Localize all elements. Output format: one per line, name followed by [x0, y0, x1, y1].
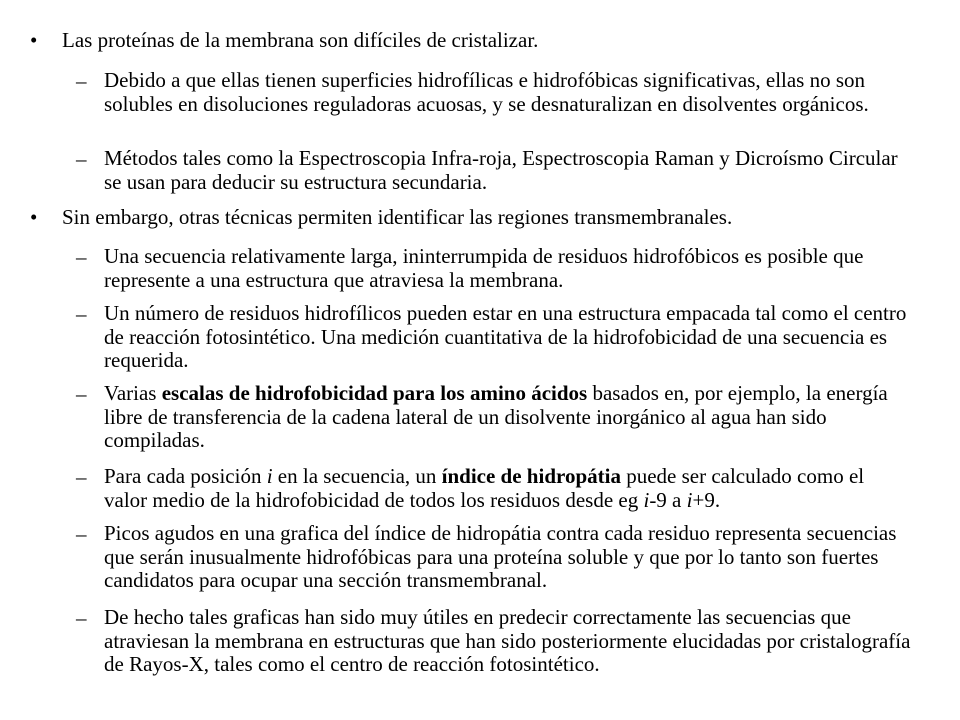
- sub-bullet-text: Debido a que ellas tienen superficies hidrofílicas e hidrofóbicas significativas, ellas no son solubles en disoluciones reguladoras acuosas, y se desnaturalizan en disolventes orgánicos.: [104, 68, 869, 116]
- dash-marker: –: [76, 69, 87, 93]
- sub-bullet-text: Picos agudos en una grafica del índice de hidropátia contra cada residuo representa secuencias que serán inusualmente hidrofóbicas para una proteína soluble y que por lo tanto son fuertes candidatos para ocupar una sección transmembranal.: [104, 521, 897, 592]
- bold-term-hydropathy-index: índice de hidropátia: [441, 464, 621, 488]
- sub-bullet-text: Un número de residuos hidrofílicos pueden estar en una estructura empacada tal como el centro de reacción fotosintético. Una medición cuantitativa de la hidrofobicidad de una secuencia es requerida.: [104, 301, 907, 372]
- bullet-text: Las proteínas de la membrana son difíciles de cristalizar.: [62, 28, 539, 52]
- sub-bullet-text: [104, 465, 912, 512]
- dash-marker: –: [76, 245, 87, 269]
- sub-bullet-text: Una secuencia relativamente larga, ininterrumpida de residuos hidrofóbicos es posible que represente a una estructura que atraviesa la membrana.: [104, 244, 864, 292]
- italic-variable: i: [686, 487, 693, 512]
- bold-term-hydrophobicity-scales: escalas de hidrofobicidad para los amino ácidos: [161, 381, 588, 405]
- dash-marker: –: [76, 465, 87, 489]
- text-run: -9 a: [649, 487, 687, 512]
- text-run: +9.: [692, 487, 721, 512]
- italic-variable: i: [643, 487, 650, 512]
- dash-marker: –: [76, 147, 87, 171]
- sub-bullet-text: De hecho tales graficas han sido muy útiles en predecir correctamente las secuencias que atraviesan la membrana en estructuras que han sido posteriormente elucidadas por cristalografía de Rayos-X, tales como el centro de reacción fotosintético.: [104, 605, 911, 676]
- bullet-marker: •: [30, 205, 38, 229]
- dash-marker: –: [76, 522, 87, 546]
- dash-marker: –: [76, 606, 87, 630]
- sub-bullet-text: [104, 382, 912, 453]
- text-run: en la secuencia, un: [272, 464, 442, 488]
- text-run: Varias: [104, 381, 162, 405]
- bullet-text: Sin embargo, otras técnicas permiten identificar las regiones transmembranales.: [62, 205, 733, 229]
- italic-variable: i: [266, 464, 273, 488]
- dash-marker: –: [76, 382, 87, 406]
- text-run: basados en, por ejemplo, la energía libre de transferencia de la cadena lateral de un disolvente inorgánico al agua han sido compiladas.: [104, 381, 888, 452]
- dash-marker: –: [76, 302, 87, 326]
- bullet-marker: •: [30, 28, 38, 52]
- sub-bullet-text: Métodos tales como la Espectroscopia Infra-roja, Espectroscopia Raman y Dicroísmo Circular se usan para deducir su estructura secundaria.: [104, 146, 898, 194]
- text-run: Para cada posición: [104, 464, 267, 488]
- text-run: puede ser calculado como el valor medio de la hidrofobicidad de todos los residuos desde eg: [104, 464, 865, 512]
